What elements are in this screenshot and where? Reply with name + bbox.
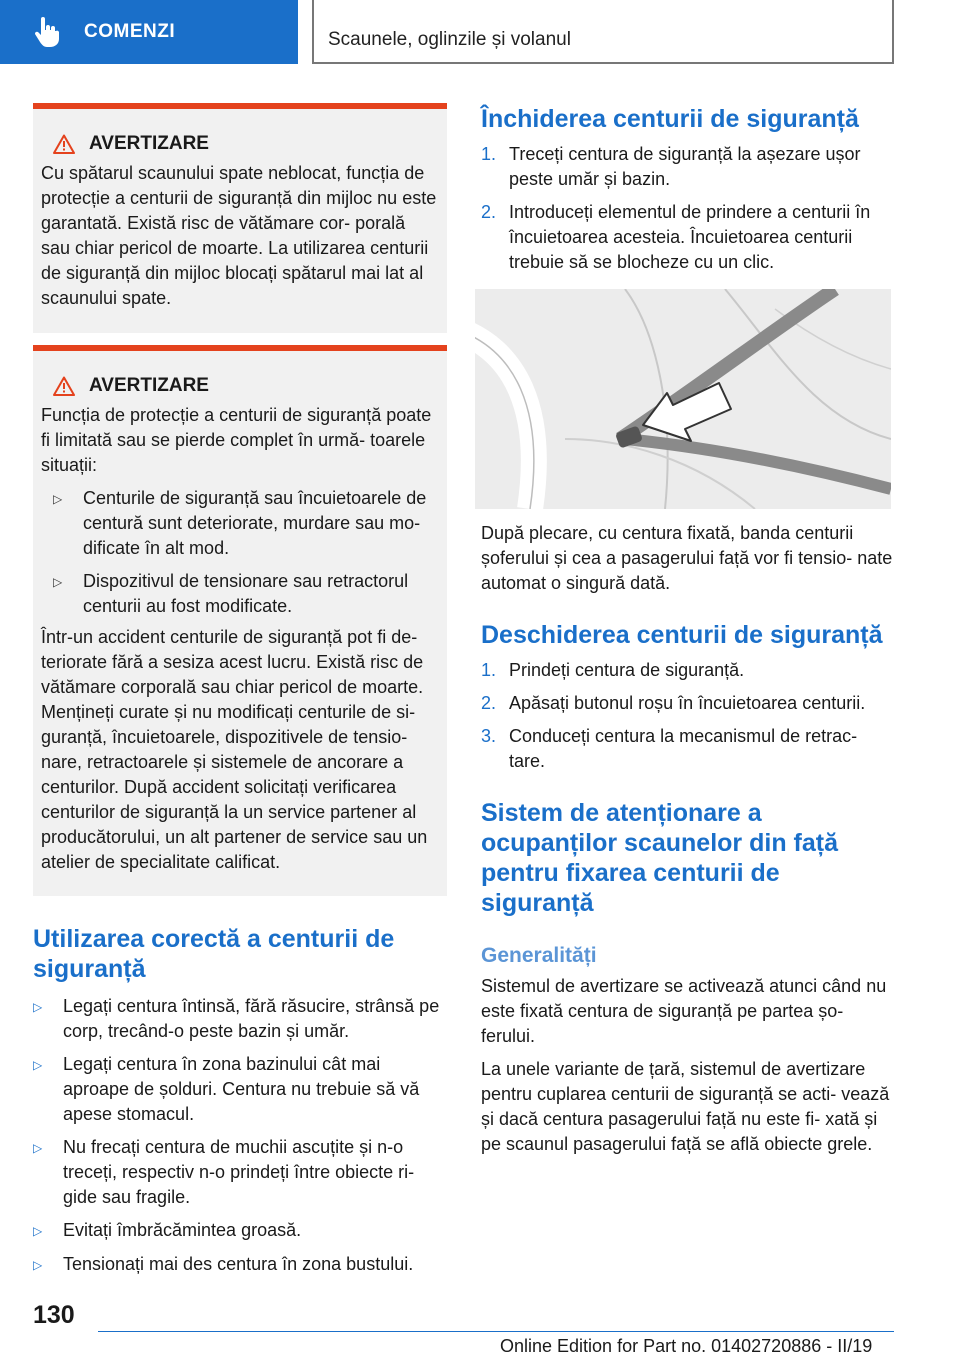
paragraph: La unele variante de țară, sistemul de avertizare pentru cuplarea centurii de siguranță se acti‐ vează și dacă centura pasagerului față nu este fi‐ xată și pe scaunul pasagerului față se află obiecte grele. [481, 1059, 890, 1154]
page-number: 130 [33, 1301, 75, 1329]
warning-intro: Funcția de protecție a centurii de siguranță poate fi limitată sau se pierde complet în urmă‐ toarele situații: [41, 405, 432, 475]
warning-triangle-icon [53, 376, 75, 396]
list-item: ▷ Legați centura întinsă, fără răsucire, strânsă pe corp, trecând-o peste bazin și umăr. [33, 994, 447, 1044]
warning-header [53, 131, 439, 157]
bullet-triangle-icon: ▷ [33, 1224, 43, 1238]
warning-triangle-icon [53, 134, 75, 154]
list-item: ▷ Nu frecați centura de muchii ascuțite și n-o treceți, respectiv n-o prindeți între obiecte ri‐ gide sau fragile. [33, 1135, 447, 1210]
step-item: 2. Apăsați butonul roșu în încuietoarea centurii. [481, 693, 866, 713]
warning-title: AVERTIZARE [89, 375, 209, 396]
warning-header [53, 373, 439, 399]
section-heading: Sistem de atenționare a ocupanților scaunelor din față pentru fixarea centurii de siguranță [481, 799, 838, 917]
section-tab-label: COMENZI [84, 21, 176, 42]
chapter-title: Scaunele, oglinzile și volanul [328, 29, 571, 50]
seatbelt-buckle-drawing [475, 289, 891, 509]
step-item: 2. Introduceți elementul de prindere a centurii în încuietoarea acesteia. Încuietoarea centurii trebuie să se blocheze cu un clic. [481, 202, 871, 272]
warning-box-1 [33, 103, 447, 333]
list-item: ▷ Legați centura în zona bazinului cât mai aproape de șolduri. Centura nu trebuie să vă apese stomacul. [33, 1052, 447, 1127]
step-item: 1. Treceți centura de siguranță la așezare ușor peste umăr și bazin. [481, 144, 861, 189]
step-item: 3. Conduceți centura la mecanismul de retrac‐ tare. [481, 726, 858, 771]
section-heading: Închiderea centurii de siguranță [481, 105, 859, 133]
section-tab[interactable] [0, 0, 298, 64]
warning-title: AVERTIZARE [89, 133, 209, 154]
bullet-triangle-icon: ▷ [33, 1058, 43, 1072]
list-item: ▷ Tensionați mai des centura în zona bustului. [33, 1252, 447, 1278]
warning-text: Cu spătarul scaunului spate neblocat, funcția de protecție a centurii de siguranță din mijloc nu este garantată. Există risc de vătămare cor‐ porală sau chiar pericol de moarte. La utilizarea centurii de siguranță din mijloc blocați spătarul mai lat al scaunului spate. [41, 163, 437, 308]
section-heading: Utilizarea corectă a centurii de siguranță [33, 925, 395, 983]
paragraph: După plecare, cu centura fixată, banda centurii șoferului și cea a pasagerului față vor fi tensio‐ nate automat o singură dată. [481, 523, 893, 593]
list-item: ▷ Evitați îmbrăcămintea groasă. [33, 1218, 447, 1244]
warning-text: Într-un accident centurile de siguranță pot fi de‐ teriorate fără a sesiza acest lucru. Există risc de vătămare corporală sau chiar pericol de moarte. Mențineți curate și nu modificați centurile de si‐ guranță, încuietoarele, dispozitivele de tensio‐ nare, retractoarele și sistemele de ancorare a centurilor. După accident solicitați verificarea centurilor de siguranță la un service partener al producătorului, un alt partener de service sau un atelier de specialitate calificat. [41, 627, 428, 872]
list-item: ▷ Centurile de siguranță sau încuietoarele de centură sunt deteriorate, murdare sau mo‐ dificate în alt mod. [41, 486, 439, 561]
bullet-triangle-icon: ▷ [53, 492, 63, 506]
correct-use-section [33, 924, 447, 1278]
right-column-lower [481, 521, 895, 1157]
bullet-triangle-icon: ▷ [33, 1141, 43, 1155]
closing-section [481, 104, 895, 275]
seatbelt-illustration [475, 289, 891, 509]
chapter-title-box [312, 0, 894, 64]
list-item: ▷ Dispozitivul de tensionare sau retractorul centurii au fost modificate. [41, 569, 439, 619]
bullet-triangle-icon: ▷ [53, 575, 63, 589]
warning-box-2 [33, 345, 447, 896]
footer-divider [98, 1331, 894, 1332]
edition-info: Online Edition for Part no. 01402720886 - II/19 [500, 1336, 873, 1356]
subsection-heading: Generalități [481, 944, 597, 967]
step-item: 1. Prindeți centura de siguranță. [481, 660, 745, 680]
paragraph: Sistemul de avertizare se activează atunci când nu este fixată centura de siguranță pe partea șo‐ ferului. [481, 976, 887, 1046]
section-heading: Deschiderea centurii de siguranță [481, 621, 883, 649]
hand-pointer-icon [34, 17, 60, 47]
bullet-triangle-icon: ▷ [33, 1258, 43, 1272]
bullet-triangle-icon: ▷ [33, 1000, 43, 1014]
